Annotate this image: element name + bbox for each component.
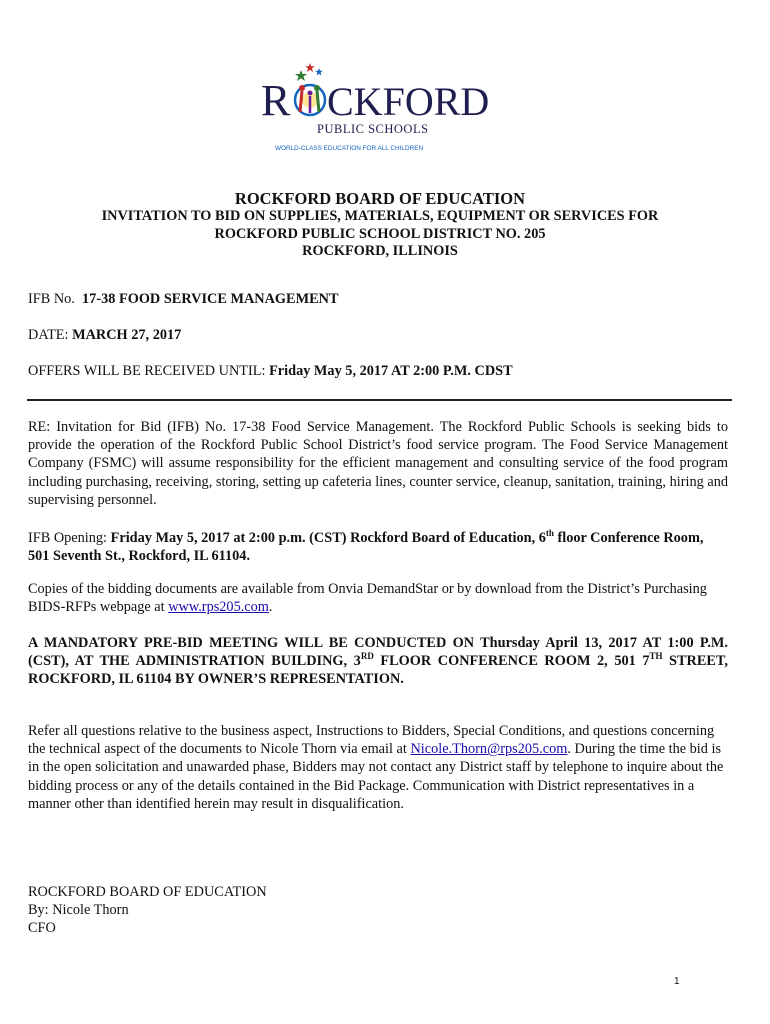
copies-paragraph — [28, 580, 728, 616]
document-title: ROCKFORD BOARD OF EDUCATION — [234, 189, 526, 208]
logo-subtitle: PUBLIC SCHOOLS — [317, 122, 429, 136]
questions-text-2: . During the time the bid is in the open solicitation and unawarded phase, Bidders may not contact any District staff by telephone to inquire about the bidding process or any of the details contained in the Bid Package. Communication with District representatives in a manner other than identified herein may result in disqualification. — [28, 741, 724, 812]
rps205-website-link[interactable]: www.rps205.com — [168, 599, 269, 616]
signature-title: CFO — [28, 920, 56, 937]
horizontal-divider — [27, 399, 732, 401]
questions-text-1: Refer all questions relative to the business aspect, Instructions to Bidders, Special Conditions, and questions concerning the technical aspect of the documents to Nicole Thorn via email at — [28, 723, 715, 758]
logo-wordmark: CKFORD — [327, 79, 490, 124]
opening-details — [28, 530, 703, 564]
logo-tagline: WORLD-CLASS EDUCATION FOR ALL CHILDREN — [275, 145, 424, 152]
mandatory-sup-1: RD — [360, 651, 374, 662]
subheading-line-1: INVITATION TO BID ON SUPPLIES, MATERIALS, EQUIPMENT OR SERVICES FOR — [101, 208, 659, 224]
svg-text:R: R — [261, 76, 291, 125]
mandatory-part-2: FLOOR CONFERENCE ROOM 2, 501 7 — [373, 653, 650, 670]
date-label: DATE: — [28, 327, 69, 343]
opening-details-a: Friday May 5, 2017 at 2:00 p.m. (CST) Rockford Board of Education, 6 — [110, 530, 546, 546]
copies-end: . — [268, 599, 273, 616]
questions-paragraph — [28, 722, 728, 813]
globe-children-icon — [295, 85, 325, 115]
ifb-opening-paragraph — [28, 529, 728, 565]
rockford-public-schools-logo — [255, 58, 500, 158]
opening-label: IFB Opening: — [28, 530, 108, 546]
stars-icon — [295, 63, 323, 81]
signature-org: ROCKFORD BOARD OF EDUCATION — [28, 884, 267, 900]
ifb-value: 17-38 FOOD SERVICE MANAGEMENT — [82, 291, 339, 307]
offers-label: OFFERS WILL BE RECEIVED UNTIL: — [28, 363, 266, 379]
date-value: MARCH 27, 2017 — [72, 327, 182, 343]
mandatory-part-3: STREET, ROCKFORD, IL 61104 BY OWNER’S REPRESENTATION. — [28, 653, 728, 688]
offers-value: Friday May 5, 2017 AT 2:00 P.M. CDST — [269, 363, 513, 379]
opening-details-b: floor Conference Room, 501 Seventh St., Rockford, IL 61104. — [28, 530, 704, 565]
ifb-label: IFB No. — [28, 291, 75, 307]
ifb-number-line — [28, 291, 338, 308]
subheading-line-2: ROCKFORD PUBLIC SCHOOL DISTRICT NO. 205 — [214, 225, 546, 242]
page-number: 1 — [674, 976, 680, 987]
signature-by: By: Nicole Thorn — [28, 902, 129, 919]
signature-block — [28, 883, 728, 938]
re-paragraph: RE: Invitation for Bid (IFB) No. 17-38 Food Service Management. The Rockford Public Schools is seeking bids to provide the operation of the Rockford Public School District’s food service program. The Food Service Management Company (FSMC) will assume responsibility for the efficient management and consulting service of the food program including purchasing, receiving, storing, setting up cafeteria lines, counter service, cleanup, sanitation, training, hiring and supervising personnel. — [28, 419, 728, 508]
offers-line — [28, 363, 513, 380]
opening-sup: th — [545, 528, 554, 538]
email-link[interactable]: Nicole.Thorn@rps205.com — [410, 741, 568, 758]
subheading-line-3: ROCKFORD, ILLINOIS — [302, 243, 458, 259]
date-line — [28, 327, 181, 344]
mandatory-part-1: A MANDATORY PRE-BID MEETING WILL BE CONDUCTED ON Thursday April 13, 2017 AT 1:00 P.M. (CST), AT THE ADMINISTRATION BUILDING, 3 — [28, 635, 728, 670]
mandatory-sup-2: TH — [649, 651, 663, 662]
document-subheading — [0, 208, 760, 261]
copies-text: Copies of the bidding documents are available from Onvia DemandStar or by download from the District’s Purchasing BIDS-RFPs webpage at — [28, 581, 707, 616]
mandatory-meeting-paragraph — [28, 634, 728, 689]
